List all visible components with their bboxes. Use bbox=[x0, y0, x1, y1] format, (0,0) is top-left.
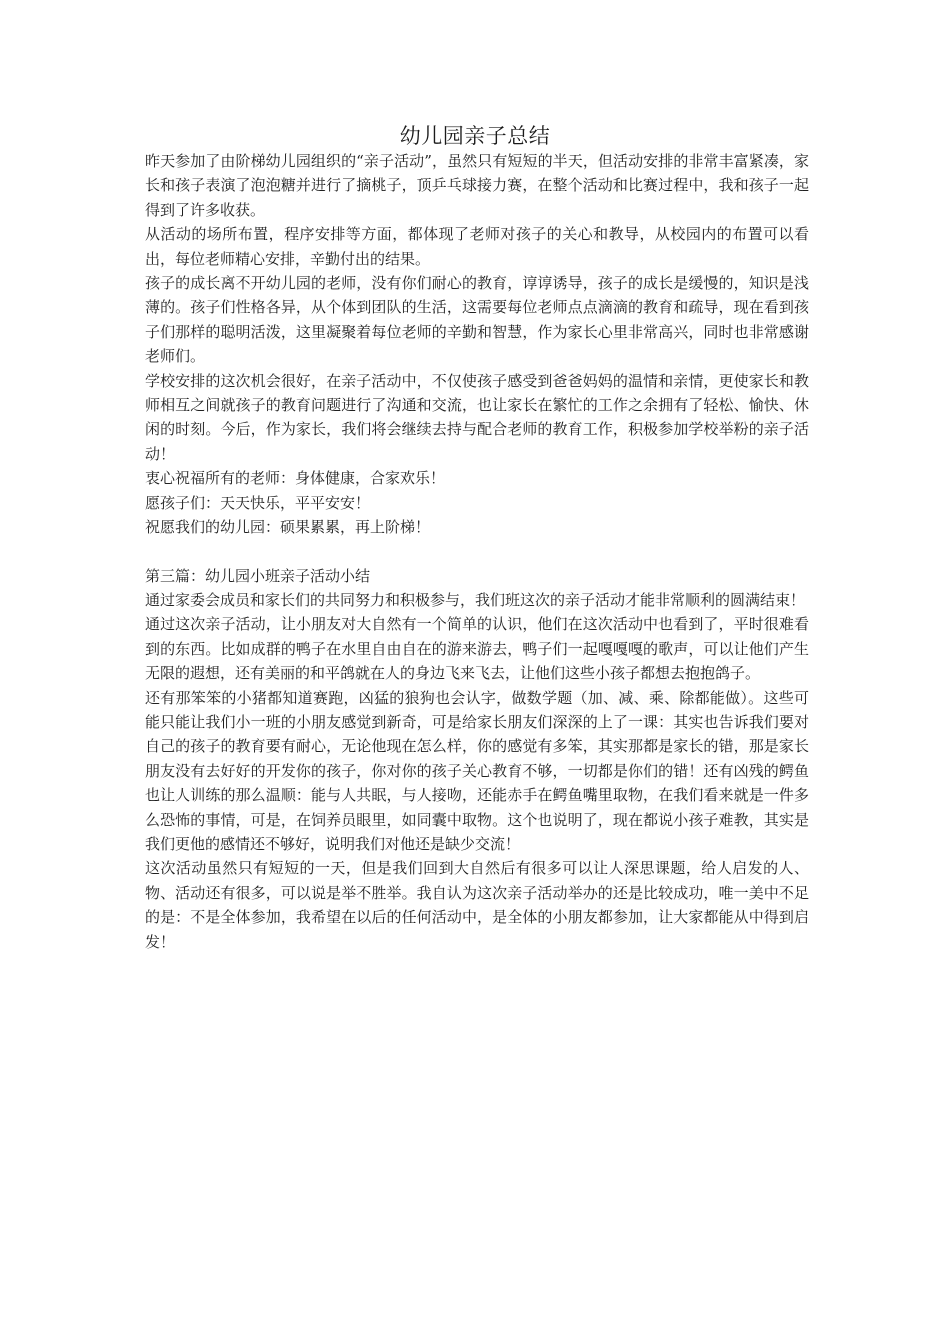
paragraph: 从活动的场所布置，程序安排等方面，都体现了老师对孩子的关心和教导，从校园内的布置可以看出，每位老师精心安排，辛勤付出的结果。 bbox=[145, 225, 809, 268]
paragraph: 孩子的成长离不开幼儿园的老师，没有你们耐心的教育，谆谆诱导，孩子的成长是缓慢的，知识是浅薄的。孩子们性格各异，从个体到团队的生活，这需要每位老师点点滴滴的教育和疏导，现在看到孩子们那样的聪明活泼，这里凝聚着每位老师的辛勤和智慧，作为家长心里非常高兴，同时也非常感谢老师们。 bbox=[145, 274, 809, 366]
paragraph: 还有那笨笨的小猪都知道赛跑，凶猛的狼狗也会认字，做数学题（加、减、乘、除都能做）。这些可能只能让我们小一班的小朋友感觉到新奇，可是给家长朋友们深深的上了一课：其实也告诉我们要对自己的孩子的教育要有耐心，无论他现在怎么样，你的感觉有多笨，其实那都是家长的错，那是家长朋友没有去好好的开发你的孩子，你对你的孩子关心教育不够，一切都是你们的错！还有凶残的鳄鱼也让人训练的那么温顺：能与人共眠，与人接吻，还能赤手在鳄鱼嘴里取物，在我们看来就是一件多么恐怖的事情，可是，在饲养员眼里，如同囊中取物。这个也说明了，现在都说小孩子难教，其实是我们更他的感情还不够好，说明我们对他还是缺少交流！ bbox=[145, 688, 809, 853]
blessing-line: 祝愿我们的幼儿园：硕果累累，再上阶梯！ bbox=[145, 518, 431, 537]
document-title: 幼儿园亲子总结 bbox=[399, 124, 551, 148]
paragraph: 学校安排的这次机会很好，在亲子活动中，不仅使孩子感受到爸爸妈妈的温情和亲情，更使家长和教师相互之间就孩子的教育问题进行了沟通和交流，也让家长在繁忙的工作之余拥有了轻松、愉快、休闲的时刻。今后，作为家长，我们将会继续去持与配合老师的教育工作，积极参加学校举粉的亲子活动！ bbox=[145, 371, 809, 463]
paragraph: 通过这次亲子活动，让小朋友对大自然有一个简单的认识，他们在这次活动中也看到了，平时很难看到的东西。比如成群的鸭子在水里自由自在的游来游去，鸭子们一起嘎嘎嘎的歌声，可以让他们产生无限的遐想，还有美丽的和平鸽就在人的身边飞来飞去，让他们这些小孩子都想去抱抱鸽子。 bbox=[145, 615, 809, 683]
paragraph: 昨天参加了由阶梯幼儿园组织的“亲子活动”，虽然只有短短的半天，但活动安排的非常丰富紧凑，家长和孩子表演了泡泡糖并进行了摘桃子，顶乒乓球接力赛，在整个活动和比赛过程中，我和孩子一起得到了许多收获。 bbox=[145, 152, 809, 219]
section-heading: 第三篇：幼儿园小班亲子活动小结 bbox=[145, 566, 371, 585]
blessing-line: 愿孩子们：天天快乐，平平安安！ bbox=[145, 493, 371, 512]
paragraph: 通过家委会成员和家长们的共同努力和积极参与，我们班这次的亲子活动才能非常顺利的圆满结束！ bbox=[145, 590, 806, 609]
blessing-line: 衷心祝福所有的老师：身体健康，合家欢乐！ bbox=[145, 469, 446, 488]
document-body bbox=[145, 149, 809, 954]
section-spacer bbox=[145, 540, 809, 564]
paragraph: 这次活动虽然只有短短的一天，但是我们回到大自然后有很多可以让人深思课题，给人启发的人、物、活动还有很多，可以说是举不胜举。我自认为这次亲子活动举办的还是比较成功，唯一美中不足的是：不是全体参加，我希望在以后的任何活动中，是全体的小朋友都参加，让大家都能从中得到启发！ bbox=[145, 859, 809, 951]
